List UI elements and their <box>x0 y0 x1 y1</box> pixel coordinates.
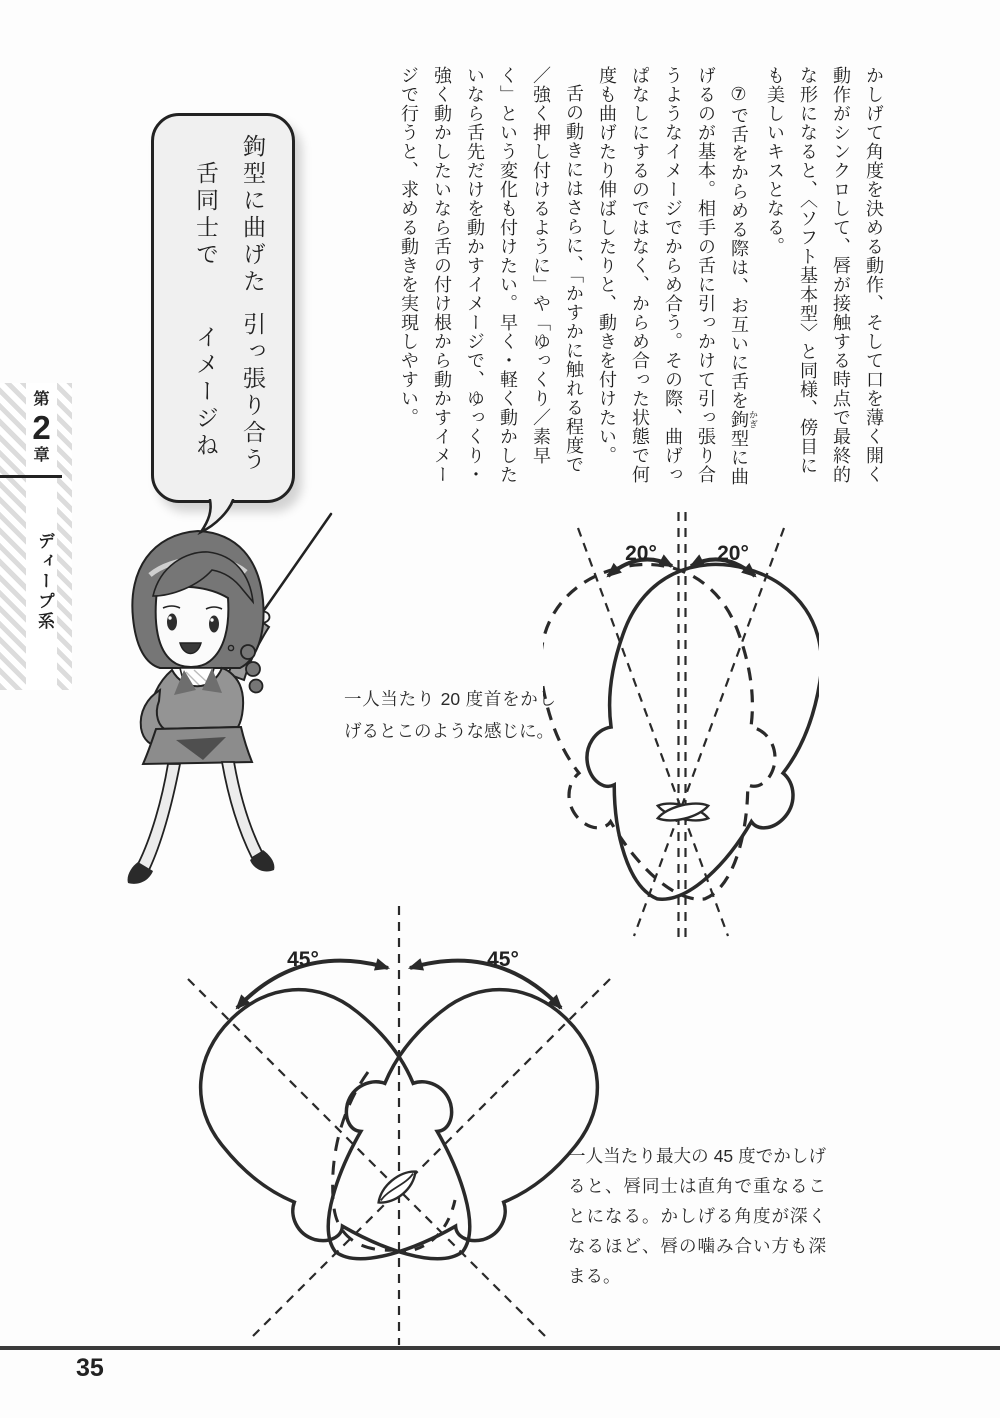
speech-bubble-tail <box>196 499 244 535</box>
speech-bubble-line-2: 引っ張り合うイメージね <box>193 311 266 474</box>
eye-glint <box>168 616 171 619</box>
character-braid <box>241 645 255 659</box>
character-eye-right <box>209 616 219 633</box>
speech-bubble <box>151 113 295 503</box>
angle-label-right: 20° <box>717 542 749 565</box>
ruby-furigana: かぎ <box>748 410 758 429</box>
teacher-character-illustration <box>112 505 357 900</box>
chapter-number <box>26 391 57 464</box>
character-leg-left <box>138 764 180 870</box>
character-braid <box>246 662 260 676</box>
chapter-prefix: 第 <box>33 391 50 408</box>
pointer-stick <box>262 514 331 613</box>
paragraph-3: 舌の動きにはさらに、「かすかに触れる程度で／強く押し付けるように」や「ゆっくり／素早く」という変化も付けたい。早く・軽く動かしたいなら舌先だけを動かすイメージで、ゆっくり・強く動かしたいなら舌の付け根から動かすイメージで行うと、求める動きを実現しやすい。 <box>399 66 584 484</box>
speech-bubble-text <box>170 130 276 486</box>
character-braid <box>250 680 263 693</box>
ruby-kagi <box>729 410 758 429</box>
angle-label-right: 45° <box>487 948 519 971</box>
chapter-divider <box>0 475 62 478</box>
eye-glint <box>210 618 213 621</box>
page-number: 35 <box>76 1354 104 1382</box>
diagram-caption-top: 一人当たり 20 度首をかしげるとこのような感じに。 <box>344 689 556 742</box>
diagonal-line-right <box>253 979 610 1336</box>
chapter-suffix: 章 <box>33 446 50 464</box>
head-outline-solid <box>555 541 819 926</box>
head-outline-left <box>165 949 533 1322</box>
paragraph-2-post: 型に曲げるのが基本。相手の舌に引っかけて引っ張り合うようなイメージでからめ合う。その際、曲げっぱなしにするのではなく、からめ合った状態で何度も曲げたり伸ばしたりと、動きを付けたい。 <box>597 66 749 486</box>
diagram-caption-bottom: 一人当たり最大の 45 度でかしげると、唇同士は直角で重なることになる。かしげる角度が深くなるほど、唇の噛み合い方も深まる。 <box>568 1146 826 1287</box>
head-tilt-diagram-20 <box>543 506 819 942</box>
footer-rule <box>0 1346 1000 1350</box>
chapter-digit: 2 <box>32 408 51 446</box>
ruby-base: 鉤 <box>729 410 749 429</box>
character-leg-right <box>222 762 262 858</box>
center-axis-lines <box>679 512 686 938</box>
paragraph-1: かしげて角度を決める動作、そして口を薄く開く動作がシンクロして、唇が接触する時点で最終的な形になると、〈ソフト基本型〉と同様、傍目にも美しいキスとなる。 <box>765 66 884 484</box>
character-eye-left <box>167 614 177 631</box>
chapter-tab <box>0 383 72 690</box>
angle-label-left: 20° <box>625 542 657 565</box>
hidden-edge-dashed-left <box>333 1072 394 1250</box>
speech-bubble-line-1: 鉤型に曲げた舌同士で <box>193 133 266 296</box>
paragraph-2 <box>590 66 758 487</box>
angle-label-left: 45° <box>287 948 319 971</box>
article-text <box>326 66 890 487</box>
head-outline-dashed <box>543 541 807 926</box>
head-tilt-diagram-45 <box>165 905 635 1350</box>
chapter-category: ディープ系 <box>35 532 54 632</box>
diagonal-line-left <box>188 979 545 1336</box>
paragraph-2-pre: ⑦で舌をからめる際は、お互いに舌を <box>729 84 749 410</box>
hidden-edge-dashed-right <box>402 1200 455 1252</box>
angle-arrow-right <box>410 961 561 1008</box>
